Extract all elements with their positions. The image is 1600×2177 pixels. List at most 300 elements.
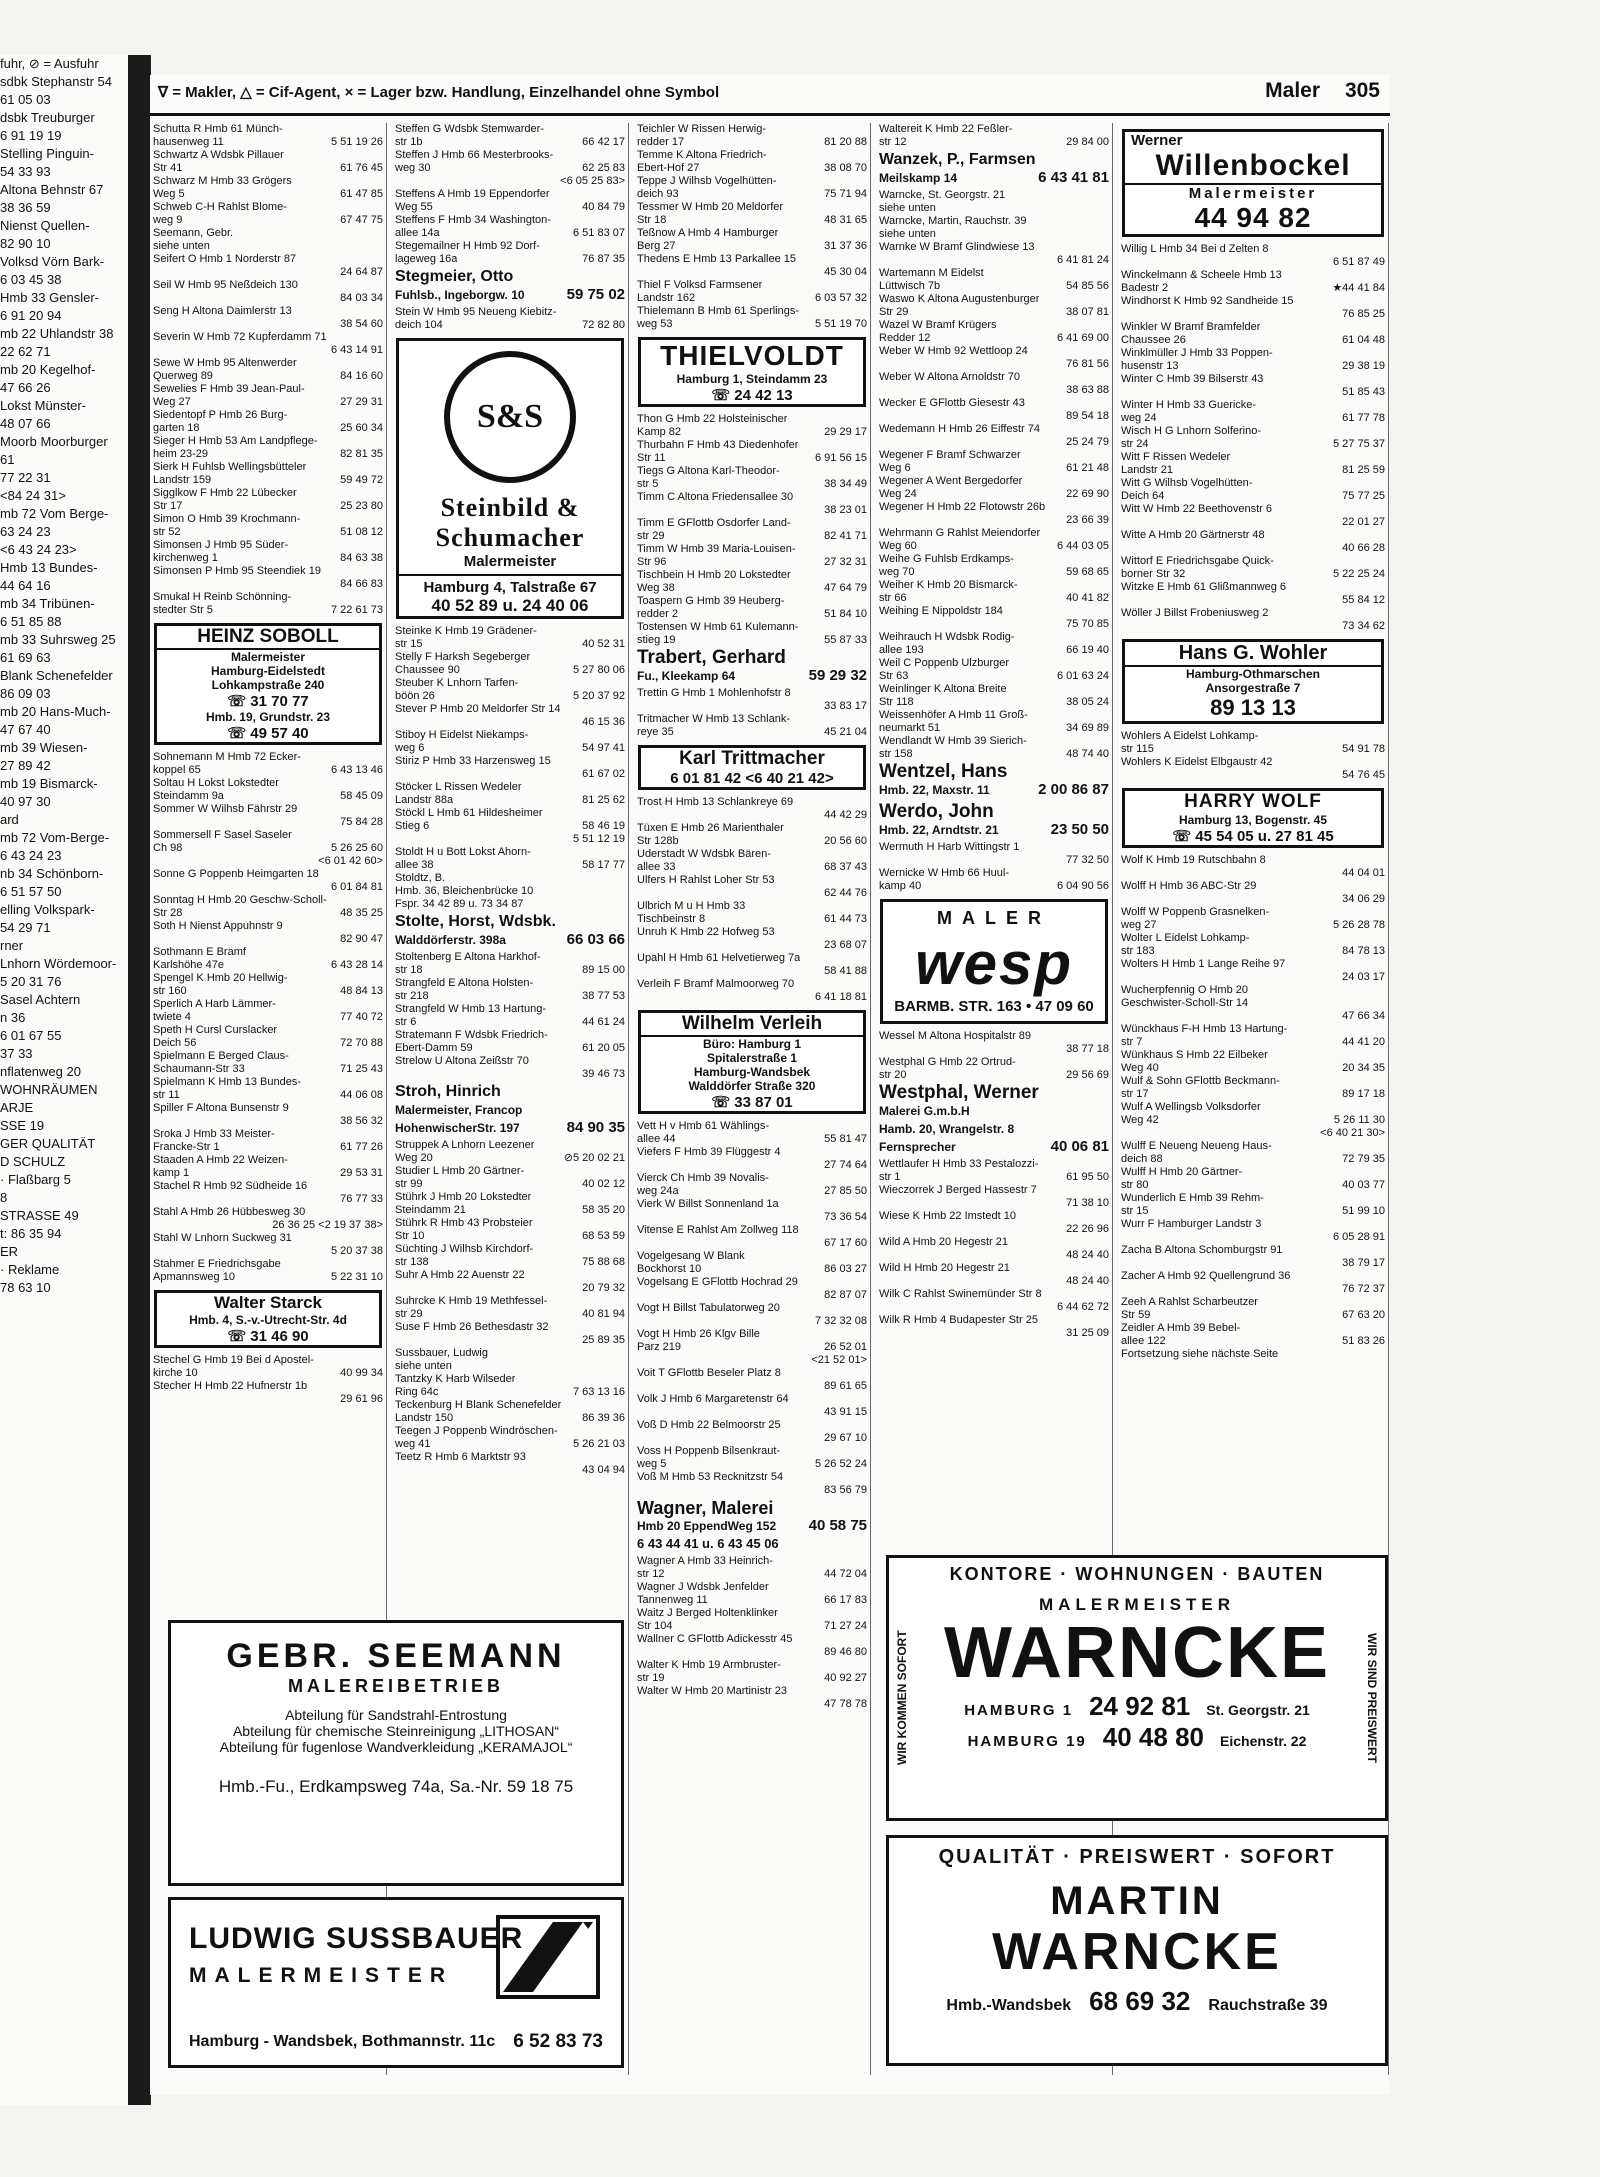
bold-listing [392, 911, 628, 951]
entry-name: Sperlich A Harb Lämmer- [153, 998, 276, 1010]
entry-phone [621, 977, 625, 990]
ad-phone: ☏ 31 46 90 [227, 1328, 309, 1345]
directory-entry [634, 965, 870, 978]
directory-entry [1118, 1127, 1388, 1140]
ad-addr: Hmb. 19, Grundstr. 23 [205, 710, 331, 724]
entry-phone: 83 56 79 [824, 1484, 867, 1496]
entry-phone: 26 52 01 [824, 1341, 867, 1353]
directory-entry [634, 123, 870, 136]
entry-phone [1381, 503, 1385, 516]
entry-phone [1105, 579, 1109, 592]
entry-phone: 5 51 19 26 [331, 136, 383, 148]
entry-name: str 218 [395, 990, 429, 1002]
directory-entry [876, 722, 1112, 735]
entry-phone [863, 1250, 867, 1263]
directory-entry [392, 729, 628, 742]
entry-name: Strangfeld E Altona Holsten- [395, 977, 534, 989]
entry-name: Stein W Hmb 95 Neueng Kiebitz- [395, 306, 557, 318]
directory-entry [392, 833, 628, 846]
entry-phone: 47 78 78 [824, 1698, 867, 1710]
entry-name: Teckenburg H Blank Schenefelder [395, 1399, 562, 1411]
ad-warncke-malermeister [886, 1555, 1388, 1821]
directory-entry [634, 426, 870, 439]
entry-phone [1105, 527, 1109, 540]
entry-phone: 48 24 40 [1066, 1249, 1109, 1261]
entry-name: Weihrauch H Wdsbk Rodig- [879, 631, 1015, 643]
entry-name: Winckelmann & Scheele Hmb 13 [1121, 269, 1282, 281]
entry-phone: 27 32 31 [824, 556, 867, 568]
entry-name: Stieg 6 [395, 820, 430, 832]
entry-name: Landstr 159 [153, 474, 212, 486]
entry-phone: 6 51 83 07 [573, 227, 625, 239]
entry-phone: 40 52 31 [582, 638, 625, 650]
entry-name: Wulf & Sohn GFlottb Beckmann- [1121, 1075, 1280, 1087]
entry-name: str 99 [395, 1178, 423, 1190]
ad-title: MALERMEISTER [189, 1964, 453, 1987]
directory-entry [634, 1159, 870, 1172]
entry-name: Ebert-Damm 59 [395, 1042, 473, 1054]
entry-name: Witt F Rissen Wedeler [1121, 451, 1231, 463]
ad-city: HAMBURG 19 [967, 1733, 1087, 1750]
directory-entry [634, 1646, 870, 1659]
entry-phone: <6 05 25 83> [560, 175, 625, 187]
directory-entry [392, 820, 628, 833]
entry-name: Siedentopf P Hmb 26 Burg- [153, 409, 288, 421]
entry-name: Wazel W Bramf Krügers [879, 319, 997, 331]
entry-name: weg 24 [1121, 412, 1157, 424]
entry-phone [379, 383, 383, 396]
entry-phone: 6 43 13 46 [331, 764, 383, 776]
entry-name: Wünkhaus S Hmb 22 Eilbeker [1121, 1049, 1268, 1061]
ad-side-text: WIR SIND PREISWERT [1365, 1632, 1379, 1763]
listing-phone: 6 43 44 41 u. 6 43 45 06 [637, 1536, 779, 1551]
directory-entry [1118, 594, 1388, 607]
directory-entry [150, 500, 386, 513]
ad-addr: Hamburg-Othmarschen [1185, 667, 1321, 681]
entry-phone [863, 1607, 867, 1620]
entry-phone: 23 66 39 [1066, 514, 1109, 526]
entry-name: Tüxen E Hmb 26 Marienthaler [637, 822, 784, 834]
directory-entry [392, 872, 628, 885]
entry-phone [863, 279, 867, 292]
entry-phone [621, 1191, 625, 1204]
entry-name: Steinke K Hmb 19 Grädener- [395, 625, 537, 637]
entry-phone [863, 900, 867, 913]
entry-list [150, 751, 386, 1284]
gutter-line: 48 07 66 [0, 416, 51, 431]
listing-name: Westphal, Werner [879, 1082, 1039, 1103]
entry-phone: 84 03 34 [340, 292, 383, 304]
directory-entry [150, 855, 386, 868]
directory-entry [392, 625, 628, 638]
directory-entry [634, 1633, 870, 1646]
directory-entry [634, 1354, 870, 1367]
entry-name: siehe unten [879, 228, 936, 240]
directory-entry [876, 319, 1112, 332]
gutter-line: 38 36 59 [0, 200, 51, 215]
entry-name: siehe unten [395, 1360, 452, 1372]
directory-entry [634, 136, 870, 149]
entry-name: Wild H Hmb 20 Hegestr 21 [879, 1262, 1010, 1274]
entry-phone [1105, 683, 1109, 696]
directory-entry [1118, 1231, 1388, 1244]
gutter-line: 8 [0, 1190, 8, 1205]
directory-entry [634, 1146, 870, 1159]
directory-entry [1118, 1023, 1388, 1036]
gutter-line: 77 22 31 [0, 470, 51, 485]
entry-name: Wiese K Hmb 22 Imstedt 10 [879, 1210, 1016, 1222]
directory-entry [150, 344, 386, 357]
directory-entry [634, 214, 870, 227]
entry-name: Sewelies F Hmb 39 Jean-Paul- [153, 383, 305, 395]
entry-name: Wohlers K Eidelst Elbgaustr 42 [1121, 756, 1273, 768]
directory-entry [634, 1172, 870, 1185]
entry-phone: 40 03 77 [1342, 1179, 1385, 1191]
ad-addr: Hamburg-Eidelstedt [210, 664, 325, 678]
entry-phone [1381, 373, 1385, 386]
entry-phone: 40 84 79 [582, 201, 625, 213]
gutter-line: dsbk Treuburger [0, 110, 95, 125]
directory-entry [876, 592, 1112, 605]
gutter-line: 86 09 03 [0, 686, 51, 701]
entry-phone [379, 1128, 383, 1141]
directory-entry [634, 1581, 870, 1594]
directory-entry [150, 868, 386, 881]
ad-street: Rauchstraße 39 [1208, 1997, 1328, 2014]
directory-entry [876, 631, 1112, 644]
listing-phone: 6 43 41 81 [1038, 169, 1109, 186]
entry-phone [621, 240, 625, 253]
entry-name: Sonne G Poppenb Heimgarten 18 [153, 868, 319, 880]
entry-name: Wünckhaus F-H Hmb 13 Hartung- [1121, 1023, 1288, 1035]
entry-phone [863, 227, 867, 240]
directory-entry [392, 319, 628, 332]
entry-phone [1105, 1056, 1109, 1069]
directory-entry [1118, 477, 1388, 490]
directory-entry [876, 371, 1112, 384]
entry-phone [621, 846, 625, 859]
entry-name: Thon G Hmb 22 Holsteinischer [637, 413, 788, 425]
entry-list [392, 1139, 628, 1477]
directory-entry [150, 305, 386, 318]
entry-list [1118, 243, 1388, 633]
directory-entry [634, 201, 870, 214]
entry-phone: 34 69 89 [1066, 722, 1109, 734]
ad-addr: Hamburg - Wandsbek, Bothmannstr. 11c [189, 2033, 496, 2050]
entry-phone [1381, 880, 1385, 893]
directory-entry [634, 413, 870, 426]
entry-name: Wagner J Wdsbk Jenfelder [637, 1581, 769, 1593]
entry-name: str 138 [395, 1256, 429, 1268]
directory-entry [634, 1133, 870, 1146]
entry-name: Wolter L Eidelst Lohkamp- [1121, 932, 1250, 944]
directory-entry [150, 435, 386, 448]
entry-name: str 52 [153, 526, 181, 538]
entry-name: Teegen J Poppenb Windröschen- [395, 1425, 558, 1437]
entry-phone: 54 76 45 [1342, 769, 1385, 781]
entry-phone: 40 02 12 [582, 1178, 625, 1190]
entry-name: Soth H Nienst Appuhnstr 9 [153, 920, 283, 932]
directory-entry [150, 552, 386, 565]
entry-name: str 29 [637, 530, 665, 542]
entry-phone [1105, 241, 1109, 254]
entry-phone: 38 34 49 [824, 478, 867, 490]
entry-name: Fortsetzung siehe nächste Seite [1121, 1348, 1279, 1360]
directory-entry [150, 214, 386, 227]
entry-name: Walter W Hmb 20 Martinistr 23 [637, 1685, 787, 1697]
directory-entry [876, 618, 1112, 631]
directory-entry [876, 1030, 1112, 1043]
entry-phone: 81 25 62 [582, 794, 625, 806]
entry-name: Sothmann E Bramf [153, 946, 246, 958]
directory-entry [634, 952, 870, 965]
entry-phone: 55 81 47 [824, 1133, 867, 1145]
entry-name: Wedemann H Hmb 26 Eiffestr 74 [879, 423, 1041, 435]
column-3 [634, 123, 871, 2075]
directory-entry [876, 1056, 1112, 1069]
entry-phone: 81 20 88 [824, 136, 867, 148]
entry-phone [863, 569, 867, 582]
directory-entry [392, 1386, 628, 1399]
entry-name: Lüttwisch 7b [879, 280, 941, 292]
directory-entry [1118, 854, 1388, 867]
directory-entry [634, 149, 870, 162]
entry-phone [379, 946, 383, 959]
entry-name: Chaussee 26 [1121, 334, 1186, 346]
ad-top: QUALITÄT · PREISWERT · SOFORT [938, 1846, 1336, 1868]
gutter-line: GER QUALITÄT [0, 1136, 96, 1151]
entry-name: Willig L Hmb 34 Bei d Zelten 8 [1121, 243, 1269, 255]
listing-addr: Fuhlsb., Ingeborgw. 10 [395, 288, 525, 302]
entry-phone: 48 35 25 [340, 907, 383, 919]
ad-harry-wolf [1122, 788, 1384, 848]
ad-addr: Hmb. 4, S.-v.-Utrecht-Str. 4d [189, 1313, 347, 1327]
directory-entry [634, 266, 870, 279]
entry-phone: 47 64 79 [824, 582, 867, 594]
directory-entry [150, 1219, 386, 1232]
entry-phone: 59 68 65 [1066, 566, 1109, 578]
directory-entry [634, 1367, 870, 1380]
entry-phone [863, 439, 867, 452]
entry-name: Soltau H Lokst Lokstedter [153, 777, 279, 789]
entry-name: Wendlandt W Hmb 39 Sierich- [879, 735, 1027, 747]
entry-name: Toaspern G Hmb 39 Heuberg- [637, 595, 785, 607]
entry-phone [621, 1295, 625, 1308]
directory-entry [876, 1223, 1112, 1236]
gutter-line: n 36 [0, 1010, 26, 1025]
directory-entry [876, 1197, 1112, 1210]
entry-name: Schaumann-Str 33 [153, 1063, 245, 1075]
directory-entry [634, 465, 870, 478]
entry-name: weg 70 [879, 566, 915, 578]
directory-entry [150, 816, 386, 829]
entry-phone: 44 72 04 [824, 1568, 867, 1580]
entry-name: Wettlaufer H Hmb 33 Pestalozzi- [879, 1158, 1039, 1170]
entry-phone: 29 29 17 [824, 426, 867, 438]
entry-name: Voss H Poppenb Bilsenkraut- [637, 1445, 781, 1457]
entry-phone: 67 47 75 [340, 214, 383, 226]
entry-phone [1381, 1322, 1385, 1335]
directory-entry [634, 1237, 870, 1250]
entry-phone [621, 872, 625, 885]
directory-entry [634, 1341, 870, 1354]
entry-name: Uderstadt W Wdsbk Bären- [637, 848, 771, 860]
entry-phone [863, 1328, 867, 1341]
gutter-line: sdbk Stephanstr 54 [0, 74, 113, 89]
directory-entry [876, 1275, 1112, 1288]
entry-phone [863, 952, 867, 965]
gutter-line: mb 39 Wiesen- [0, 740, 88, 755]
gutter-line: 6 91 19 19 [0, 128, 62, 143]
entry-phone [1105, 475, 1109, 488]
directory-entry [634, 1406, 870, 1419]
directory-entry [392, 1282, 628, 1295]
directory-entry [392, 1256, 628, 1269]
entry-phone [379, 305, 383, 318]
entry-phone [1381, 1101, 1385, 1114]
directory-entry [876, 136, 1112, 149]
entry-name: Vierck Ch Hmb 39 Novalis- [637, 1172, 769, 1184]
entry-phone: 66 42 17 [582, 136, 625, 148]
entry-name: Staaden A Hmb 22 Weizen- [153, 1154, 288, 1166]
entry-name: weg 5 [637, 1458, 667, 1470]
directory-entry [634, 162, 870, 175]
entry-name: Stührk J Hmb 20 Lokstedter [395, 1191, 532, 1203]
entry-name: Wallner C GFlottb Adickesstr 45 [637, 1633, 793, 1645]
entry-phone: 29 84 00 [1066, 136, 1109, 148]
entry-name: str 12 [879, 136, 907, 148]
listing-phone: 59 75 02 [566, 286, 625, 303]
entry-phone [863, 465, 867, 478]
directory-entry [634, 569, 870, 582]
entry-phone [1105, 867, 1109, 880]
directory-entry [150, 998, 386, 1011]
entry-phone: 82 87 07 [824, 1289, 867, 1301]
directory-entry [150, 946, 386, 959]
entry-name: str 6 [395, 1016, 417, 1028]
entry-name: lageweg 16a [395, 253, 458, 265]
entry-name: Zeidler A Hmb 39 Bebel- [1121, 1322, 1241, 1334]
entry-name: Wucherpfennig O Hmb 20 [1121, 984, 1248, 996]
directory-entry [392, 638, 628, 651]
gutter-line: <84 24 31> [0, 488, 66, 503]
directory-entry [1118, 425, 1388, 438]
entry-phone [621, 1347, 625, 1360]
directory-entry [1118, 1036, 1388, 1049]
entry-list [1118, 854, 1388, 1361]
entry-phone [1105, 709, 1109, 722]
directory-entry [392, 1373, 628, 1386]
listing-phone: 2 00 86 87 [1038, 781, 1109, 798]
directory-entry [1118, 1062, 1388, 1075]
entry-name: Simonsen J Hmb 95 Süder- [153, 539, 289, 551]
directory-entry [150, 1206, 386, 1219]
ad-wilhelm-verleih [638, 1010, 866, 1114]
entry-phone: 27 74 64 [824, 1159, 867, 1171]
directory-entry [634, 822, 870, 835]
entry-phone: 5 22 31 10 [331, 1271, 383, 1283]
entry-phone [1381, 321, 1385, 334]
directory-entry [1118, 386, 1388, 399]
entry-name: Zacha B Altona Schomburgstr 91 [1121, 1244, 1283, 1256]
entry-phone [1381, 451, 1385, 464]
entry-name: weg 27 [1121, 919, 1157, 931]
entry-name: Stoldt H u Bott Lokst Ahorn- [395, 846, 531, 858]
entry-phone: 89 54 18 [1066, 410, 1109, 422]
directory-entry [150, 933, 386, 946]
entry-phone [863, 1471, 867, 1484]
directory-entry [1118, 334, 1388, 347]
entry-name: Verleih F Bramf Malmoorweg 70 [637, 978, 795, 990]
entry-phone: 26 36 25 <2 19 37 38> [272, 1219, 383, 1231]
ad-top: KONTORE · WOHNUNGEN · BAUTEN [949, 1564, 1325, 1584]
directory-entry [1118, 269, 1388, 282]
directory-entry [150, 240, 386, 253]
entry-phone [621, 1165, 625, 1178]
ad-phone: 6 52 83 73 [513, 2031, 603, 2052]
entry-name: Stelly F Harksh Segeberger [395, 651, 531, 663]
directory-entry [634, 1607, 870, 1620]
ad-name: Steinbild & [440, 493, 580, 522]
directory-entry [1118, 542, 1388, 555]
entry-phone [863, 1120, 867, 1133]
directory-entry [392, 703, 628, 716]
directory-entry [392, 1165, 628, 1178]
ad-hans-wohler [1122, 639, 1384, 724]
gutter-line: 61 05 03 [0, 92, 51, 107]
entry-name: Windhorst K Hmb 92 Sandheide 15 [1121, 295, 1294, 307]
entry-phone [621, 807, 625, 820]
entry-name: Wegener A Went Bergedorfer [879, 475, 1023, 487]
directory-entry [392, 755, 628, 768]
directory-entry [634, 887, 870, 900]
entry-phone: 82 90 47 [340, 933, 383, 945]
directory-entry [1118, 1283, 1388, 1296]
directory-entry [634, 1568, 870, 1581]
entry-phone [1105, 605, 1109, 618]
entry-name: Tantzky K Harb Wilseder [395, 1373, 516, 1385]
entry-phone: 6 51 87 49 [1333, 256, 1385, 268]
entry-phone: 76 87 35 [582, 253, 625, 265]
entry-list [634, 123, 870, 331]
gutter-line: 44 64 16 [0, 578, 51, 593]
directory-entry [634, 913, 870, 926]
entry-name: str 12 [637, 1568, 665, 1580]
directory-entry [1118, 1075, 1388, 1088]
directory-entry [150, 422, 386, 435]
listing-name: Wagner, Malerei [637, 1498, 774, 1518]
entry-phone [863, 1198, 867, 1211]
entry-phone [621, 1360, 625, 1373]
directory-entry [392, 214, 628, 227]
directory-entry [150, 1180, 386, 1193]
gutter-line: 47 67 40 [0, 722, 51, 737]
entry-name: Spielmann E Berged Claus- [153, 1050, 289, 1062]
directory-entry [392, 898, 628, 911]
entry-name: Warncke, Martin, Rauchstr. 39 [879, 215, 1027, 227]
directory-entry [876, 1069, 1112, 1082]
entry-phone [1381, 1140, 1385, 1153]
entry-phone [1381, 347, 1385, 360]
entry-phone: 22 69 90 [1066, 488, 1109, 500]
entry-phone [863, 978, 867, 991]
gutter-line: 54 33 93 [0, 164, 51, 179]
entry-name: garten 18 [153, 422, 200, 434]
entry-name: Bockhorst 10 [637, 1263, 702, 1275]
entry-name: Weg 27 [153, 396, 191, 408]
directory-entry [392, 716, 628, 729]
directory-entry [150, 396, 386, 409]
